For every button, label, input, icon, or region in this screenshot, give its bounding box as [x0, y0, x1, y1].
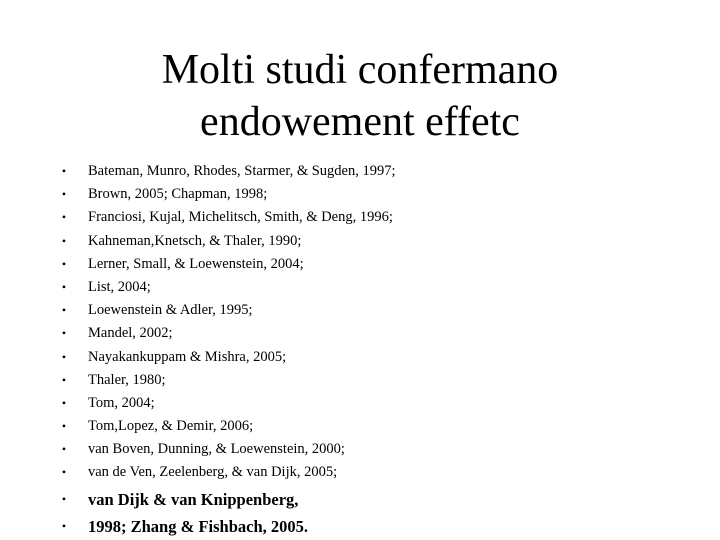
bullet-icon: • — [61, 349, 67, 364]
bullet-icon: • — [61, 187, 67, 202]
reference-text: Bateman, Munro, Rhodes, Starmer, & Sugden, 1997; — [88, 163, 396, 179]
bullet-icon: • — [61, 303, 67, 318]
bullet-icon: • — [61, 279, 67, 294]
list-item — [0, 392, 720, 415]
list-item — [0, 253, 720, 276]
bullet-icon: • — [61, 256, 67, 271]
bullet-icon: • — [61, 419, 67, 434]
reference-text: List, 2004; — [88, 278, 151, 295]
list-item-emphasized — [0, 486, 720, 513]
reference-text: Mandel, 2002; — [88, 325, 173, 342]
slide-title-line-1: Molti studi confermano — [161, 47, 559, 93]
list-item — [0, 461, 720, 484]
slide-title-line-2: endowement effetc — [200, 99, 520, 145]
list-item — [0, 438, 720, 461]
list-item — [0, 299, 720, 322]
reference-list — [0, 160, 720, 540]
bullet-icon: • — [61, 491, 67, 506]
slide-title — [0, 44, 720, 148]
bullet-icon: • — [61, 442, 67, 457]
reference-text: Tom,Lopez, & Demir, 2006; — [88, 418, 254, 435]
reference-text: Lerner, Small, & Loewenstein, 2004; — [88, 255, 304, 272]
reference-text: van de Ven, Zeelenberg, & van Dijk, 2005; — [88, 464, 338, 481]
reference-text: Franciosi, Kujal, Michelitsch, Smith, & Deng, 1996; — [88, 209, 393, 226]
bullet-icon: • — [61, 518, 67, 533]
reference-text-emphasized: van Dijk & van Knippenberg, — [88, 489, 299, 509]
bullet-icon: • — [61, 164, 67, 178]
reference-text: Kahneman,Knetsch, & Thaler, 1990; — [88, 232, 302, 249]
bullet-icon: • — [61, 395, 67, 410]
list-item — [0, 230, 720, 253]
list-item — [0, 369, 720, 392]
list-item — [0, 346, 720, 369]
bullet-icon: • — [61, 210, 67, 225]
list-item — [0, 183, 720, 206]
bullet-icon: • — [61, 372, 67, 387]
reference-text: Loewenstein & Adler, 1995; — [88, 302, 253, 319]
bullet-icon: • — [61, 465, 67, 480]
bullet-icon: • — [61, 326, 67, 341]
reference-text-emphasized: 1998; Zhang & Fishbach, 2005. — [88, 516, 309, 536]
reference-text: van Boven, Dunning, & Loewenstein, 2000; — [88, 441, 345, 458]
list-item — [0, 322, 720, 345]
list-item — [0, 276, 720, 299]
reference-text: Brown, 2005; Chapman, 1998; — [88, 186, 268, 203]
reference-text: Nayakankuppam & Mishra, 2005; — [88, 348, 287, 365]
list-item-emphasized — [0, 513, 720, 540]
list-item — [0, 160, 720, 183]
list-item — [0, 415, 720, 438]
bullet-icon: • — [61, 233, 67, 248]
list-item — [0, 206, 720, 229]
reference-text: Tom, 2004; — [88, 394, 155, 411]
reference-text: Thaler, 1980; — [88, 371, 166, 388]
